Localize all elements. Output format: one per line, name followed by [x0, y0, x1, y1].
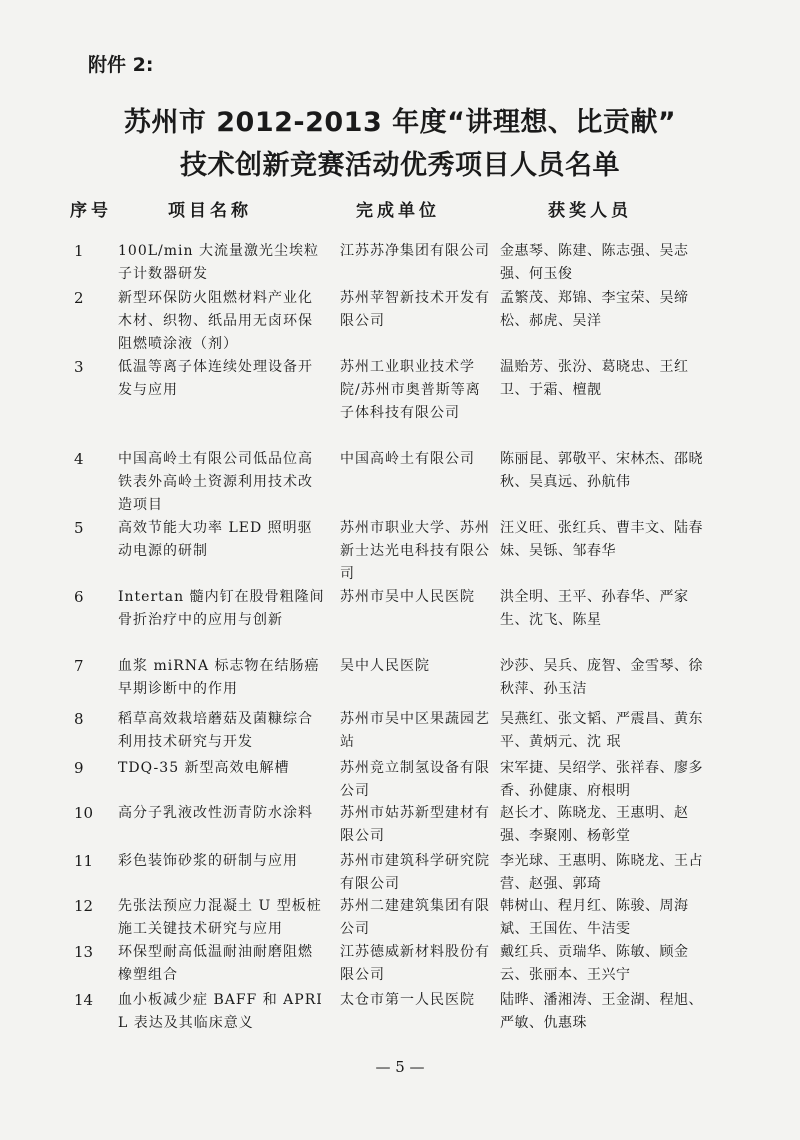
row-serial-number: 2 [74, 289, 84, 307]
row-project-name: 新型环保防火阻燃材料产业化木材、织物、纸品用无卤环保阻燃喷涂液（剂） [118, 290, 313, 352]
page-number: — 5 — [375, 1058, 425, 1076]
row-serial-number: 9 [74, 759, 84, 777]
row-award-winners: 戴红兵、贡瑞华、陈敏、顾金云、张丽本、王兴宁 [500, 944, 689, 983]
row-award-winners: 韩树山、程月红、陈骏、周海斌、王国佐、牛洁雯 [500, 898, 689, 937]
row-award-winners: 陈丽昆、郭敬平、宋林杰、邵晓秋、吴真远、孙航伟 [500, 451, 703, 490]
row-completing-unit: 江苏德威新材料股份有限公司 [340, 944, 490, 983]
row-project-name: 血浆 miRNA 标志物在结肠癌早期诊断中的作用 [118, 658, 320, 697]
row-project-name: 环保型耐高低温耐油耐磨阻燃橡塑组合 [118, 944, 313, 983]
row-completing-unit: 苏州竞立制氢设备有限公司 [340, 760, 490, 799]
row-serial-number: 11 [74, 852, 94, 870]
row-completing-unit: 苏州工业职业技术学院/苏州市奥普斯等离子体科技有限公司 [340, 359, 481, 421]
row-award-winners: 洪全明、王平、孙春华、严家生、沈飞、陈星 [500, 589, 689, 628]
row-project-name: Intertan 髓内钉在股骨粗隆间骨折治疗中的应用与创新 [118, 589, 325, 628]
row-award-winners: 汪义旺、张红兵、曹丰文、陆春妹、吴铄、邹春华 [500, 520, 703, 559]
row-project-name: 高分子乳液改性沥青防水涂料 [118, 805, 313, 821]
row-completing-unit: 苏州二建建筑集团有限公司 [340, 898, 490, 937]
row-serial-number: 8 [74, 710, 84, 728]
row-completing-unit: 苏州市职业大学、苏州新士达光电科技有限公司 [340, 520, 490, 582]
row-serial-number: 14 [74, 991, 94, 1009]
row-project-name: 稻草高效栽培蘑菇及菌糠综合利用技术研究与开发 [118, 711, 313, 750]
row-award-winners: 陆晔、潘湘涛、王金湖、程旭、严敏、仇惠珠 [500, 992, 703, 1031]
document-title-line-1: 苏州市 2012-2013 年度“讲理想、比贡献” [123, 107, 677, 138]
row-award-winners: 赵长才、陈晓龙、王惠明、赵 强、李聚刚、杨彰堂 [500, 805, 689, 844]
row-serial-number: 6 [74, 588, 84, 606]
row-completing-unit: 吴中人民医院 [340, 658, 430, 674]
row-serial-number: 13 [74, 943, 94, 961]
row-completing-unit: 苏州市姑苏新型建材有限公司 [340, 805, 490, 844]
header-serial-number: 序号 [70, 201, 112, 221]
row-serial-number: 3 [74, 358, 84, 376]
attachment-label: 附件 2: [88, 54, 154, 76]
row-serial-number: 7 [74, 657, 84, 675]
row-project-name: 100L/min 大流量激光尘埃粒子计数器研发 [118, 243, 319, 282]
row-serial-number: 5 [74, 519, 84, 537]
row-completing-unit: 苏州市吴中人民医院 [340, 589, 475, 605]
row-project-name: 血小板减少症 BAFF 和 APRIL 表达及其临床意义 [118, 992, 323, 1031]
row-award-winners: 温贻芳、张汾、葛晓忠、王红卫、于霜、檀靓 [500, 359, 689, 398]
row-serial-number: 1 [74, 242, 84, 260]
row-award-winners: 金惠琴、陈建、陈志强、吴志强、何玉俊 [500, 243, 689, 282]
row-serial-number: 4 [74, 450, 84, 468]
row-completing-unit: 苏州市吴中区果蔬园艺站 [340, 711, 490, 750]
row-project-name: 高效节能大功率 LED 照明驱动电源的研制 [118, 520, 313, 559]
row-completing-unit: 苏州市建筑科学研究院有限公司 [340, 853, 490, 892]
row-project-name: 中国高岭土有限公司低品位高铁表外高岭土资源利用技术改造项目 [118, 451, 313, 513]
row-award-winners: 沙莎、吴兵、庞智、金雪琴、徐秋萍、孙玉洁 [500, 658, 703, 697]
row-award-winners: 宋军捷、吴绍学、张祥春、廖多香、孙健康、府根明 [500, 760, 703, 799]
header-award-winners: 获奖人员 [548, 201, 632, 221]
row-award-winners: 李光球、王惠明、陈晓龙、王占营、赵强、郭琦 [500, 853, 703, 892]
row-serial-number: 10 [74, 804, 94, 822]
document-title-line-2: 技术创新竞赛活动优秀项目人员名单 [180, 150, 620, 181]
row-completing-unit: 中国高岭土有限公司 [340, 451, 475, 467]
header-completing-unit: 完成单位 [356, 201, 440, 221]
header-project-name: 项目名称 [168, 201, 252, 221]
row-award-winners: 孟繁茂、郑锦、李宝荣、吴缔松、郝虎、吴洋 [500, 290, 689, 329]
row-project-name: 低温等离子体连续处理设备开发与应用 [118, 359, 313, 398]
row-project-name: 彩色装饰砂浆的研制与应用 [118, 853, 298, 869]
row-project-name: 先张法预应力混凝土 U 型板桩施工关键技术研究与应用 [118, 898, 322, 937]
row-completing-unit: 苏州苹智新技术开发有限公司 [340, 290, 490, 329]
row-completing-unit: 江苏苏净集团有限公司 [340, 243, 490, 259]
row-serial-number: 12 [74, 897, 94, 915]
row-project-name: TDQ-35 新型高效电解槽 [118, 760, 290, 776]
row-award-winners: 吴燕红、张文韬、严震昌、黄东平、黄炳元、沈 珉 [500, 711, 703, 750]
row-completing-unit: 太仓市第一人民医院 [340, 992, 475, 1008]
